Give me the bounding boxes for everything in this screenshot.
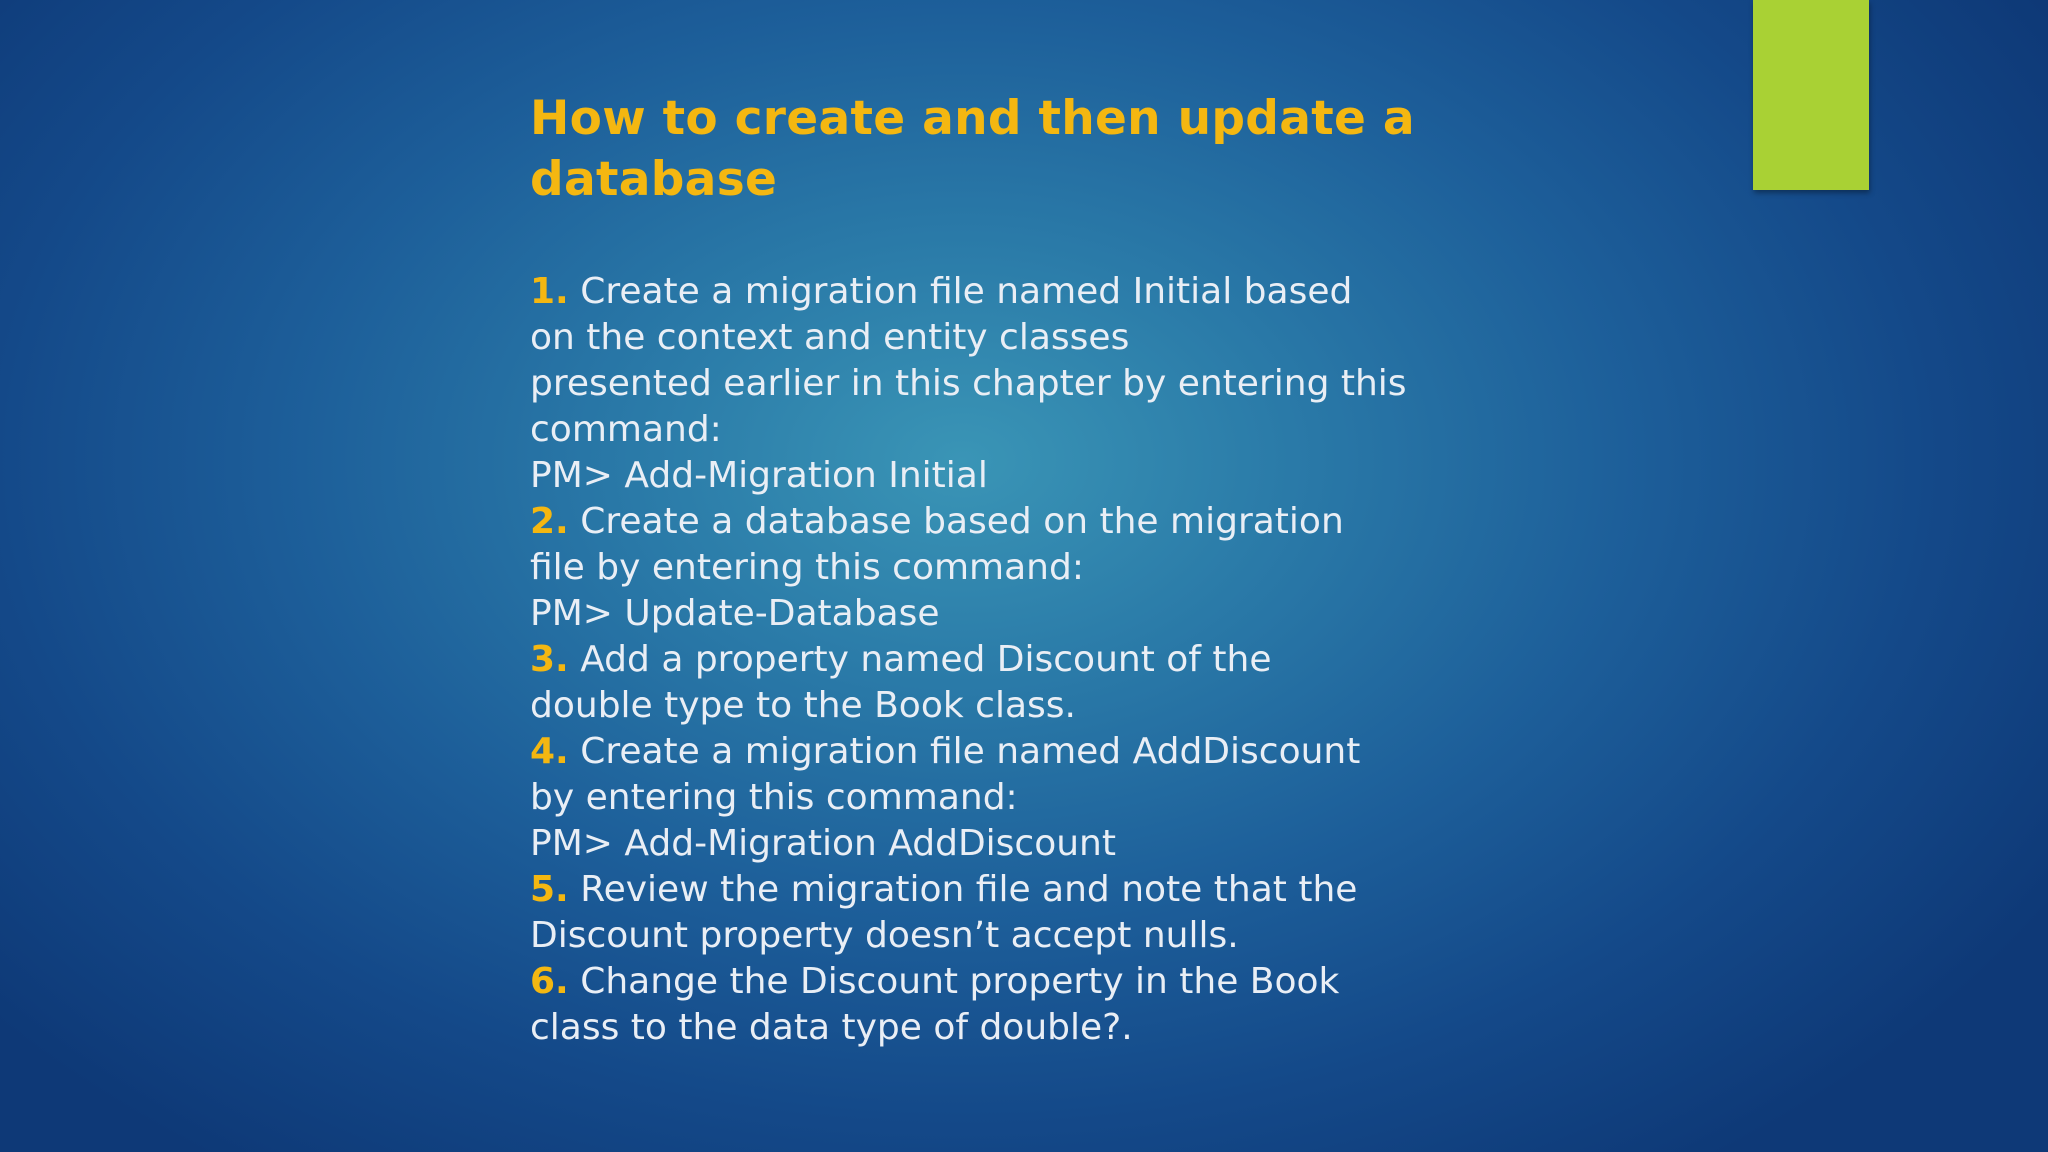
step-2-line-1 — [530, 499, 1490, 545]
step-6-line-1 — [530, 959, 1490, 1005]
step-6-line-2: class to the data type of double?. — [530, 1007, 1133, 1048]
step-4-command: PM> Add-Migration AddDiscount — [530, 823, 1116, 864]
step-1-line-2: on the context and entity classes — [530, 317, 1130, 358]
step-3-text: Add a property named Discount of the — [580, 639, 1272, 680]
step-2-number: 2. — [530, 501, 569, 542]
step-1-line-4: command: — [530, 409, 722, 450]
accent-bar — [1753, 0, 1869, 190]
step-2-text: Create a database based on the migration — [580, 501, 1344, 542]
steps-list — [530, 269, 1490, 1051]
step-3-number: 3. — [530, 639, 569, 680]
step-4-line-1 — [530, 729, 1490, 775]
step-3-line-2: double type to the Book class. — [530, 685, 1076, 726]
step-4-line-2: by entering this command: — [530, 777, 1018, 818]
step-6-text: Change the Discount property in the Book — [580, 961, 1340, 1002]
slide-title-line-2: database — [530, 152, 778, 207]
slide-title — [530, 88, 1430, 210]
step-5-number: 5. — [530, 869, 569, 910]
step-1-command: PM> Add-Migration Initial — [530, 455, 988, 496]
step-2-line-2: file by entering this command: — [530, 547, 1084, 588]
step-5-line-2: Discount property doesn’t accept nulls. — [530, 915, 1239, 956]
step-5-line-1 — [530, 867, 1490, 913]
step-5-text: Review the migration file and note that the — [580, 869, 1358, 910]
step-4-number: 4. — [530, 731, 569, 772]
step-3-line-1 — [530, 637, 1490, 683]
step-4-text: Create a migration file named AddDiscount — [580, 731, 1361, 772]
step-2-command: PM> Update-Database — [530, 593, 940, 634]
step-6-number: 6. — [530, 961, 569, 1002]
slide-title-line-1: How to create and then update a — [530, 91, 1415, 146]
step-1-number: 1. — [530, 271, 569, 312]
step-1-line-3: presented earlier in this chapter by entering this — [530, 363, 1407, 404]
step-1-line-1 — [530, 269, 1490, 315]
step-1-text: Create a migration file named Initial based — [580, 271, 1353, 312]
